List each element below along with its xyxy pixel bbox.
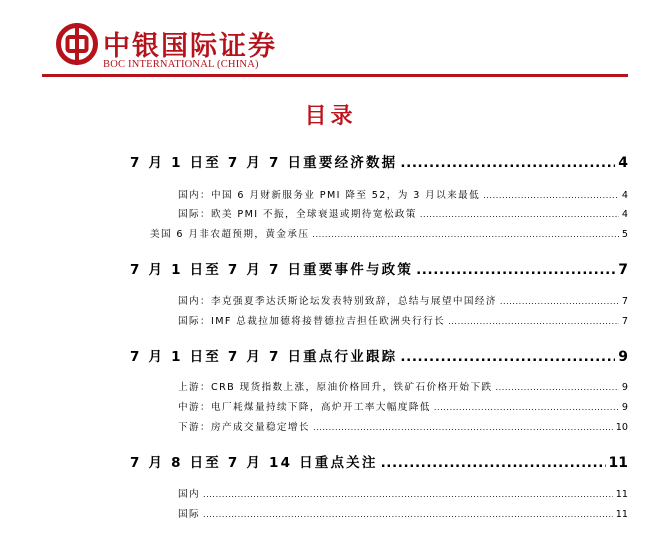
toc-item-title: 美国 6 月非农超预期，黄金承压 bbox=[150, 229, 310, 240]
dot-leader bbox=[483, 191, 619, 200]
toc-item-title: 国内 bbox=[178, 489, 200, 500]
toc-title: 目录 bbox=[304, 104, 357, 129]
toc-section-3[interactable] bbox=[130, 345, 628, 365]
toc-section-title: 7 月 1 日至 7 月 7 日重点行业跟踪 bbox=[130, 349, 398, 365]
document-header bbox=[0, 0, 661, 84]
toc-page-number: 7 bbox=[618, 262, 628, 278]
toc-item-title: 国际：IMF 总裁拉加德将接替德拉吉担任欧洲央行行长 bbox=[178, 316, 446, 327]
toc-item-3-3[interactable] bbox=[178, 419, 628, 433]
toc-section-title: 7 月 1 日至 7 月 7 日重要事件与政策 bbox=[130, 262, 414, 278]
toc-page-number: 9 bbox=[621, 382, 628, 393]
dot-leader bbox=[416, 262, 615, 278]
toc-section-4[interactable] bbox=[130, 451, 628, 471]
dot-leader bbox=[203, 490, 613, 499]
dot-leader bbox=[312, 230, 619, 239]
dot-leader bbox=[434, 403, 619, 412]
toc-item-3-2[interactable] bbox=[178, 399, 628, 413]
dot-leader bbox=[495, 383, 618, 392]
toc-page-number: 7 bbox=[621, 316, 628, 327]
toc-item-1-2[interactable] bbox=[178, 206, 628, 220]
toc-item-4-1[interactable] bbox=[178, 486, 628, 500]
toc-page-number: 11 bbox=[615, 509, 628, 520]
toc-section-1[interactable] bbox=[130, 151, 628, 171]
toc-item-2-1[interactable] bbox=[178, 293, 628, 307]
toc-item-title: 国际 bbox=[178, 509, 200, 520]
toc-page-number: 5 bbox=[621, 229, 628, 240]
company-name-en: BOC INTERNATIONAL (CHINA) bbox=[103, 59, 259, 70]
dot-leader bbox=[400, 349, 615, 365]
toc-item-title: 中游：电厂耗煤量持续下降，高炉开工率大幅度降低 bbox=[178, 402, 431, 413]
toc-page-number: 7 bbox=[621, 296, 628, 307]
dot-leader bbox=[203, 510, 613, 519]
toc-section-2[interactable] bbox=[130, 258, 628, 278]
dot-leader bbox=[400, 155, 615, 171]
toc-item-title: 国际：欧美 PMI 不振，全球衰退或期待宽松政策 bbox=[178, 209, 417, 220]
toc-page-number: 4 bbox=[621, 190, 628, 201]
toc-item-4-2[interactable] bbox=[178, 506, 628, 520]
toc-item-1-1[interactable] bbox=[178, 187, 628, 201]
toc-page-number: 11 bbox=[615, 489, 628, 500]
toc-item-title: 国内：李克强夏季达沃斯论坛发表特别致辞，总结与展望中国经济 bbox=[178, 296, 497, 307]
toc-item-title: 上游：CRB 现货指数上涨，原油价格回升，铁矿石价格开始下跌 bbox=[178, 382, 493, 393]
dot-leader bbox=[448, 317, 619, 326]
toc-item-2-2[interactable] bbox=[178, 313, 628, 327]
toc-section-title: 7 月 8 日至 7 月 14 日重点关注 bbox=[130, 455, 378, 471]
toc-item-title: 下游：房产成交量稳定增长 bbox=[178, 422, 310, 433]
dot-leader bbox=[313, 423, 613, 432]
header-divider bbox=[42, 74, 628, 77]
dot-leader bbox=[381, 455, 606, 471]
toc-page-number: 4 bbox=[621, 209, 628, 220]
dot-leader bbox=[420, 210, 619, 219]
toc-page-number: 9 bbox=[621, 402, 628, 413]
boc-logo-icon bbox=[55, 22, 99, 66]
toc-page-number: 10 bbox=[615, 422, 628, 433]
toc-item-title: 国内：中国 6 月财新服务业 PMI 降至 52，为 3 月以来最低 bbox=[178, 190, 481, 201]
toc-section-title: 7 月 1 日至 7 月 7 日重要经济数据 bbox=[130, 155, 398, 171]
toc-page-number: 9 bbox=[618, 349, 628, 365]
toc-page-number: 11 bbox=[608, 455, 628, 471]
toc-page-number: 4 bbox=[618, 155, 628, 171]
toc-item-3-1[interactable] bbox=[178, 379, 628, 393]
toc-item-1-3[interactable] bbox=[150, 226, 628, 240]
dot-leader bbox=[500, 297, 619, 306]
company-name-cn: 中银国际证券 bbox=[103, 31, 277, 62]
